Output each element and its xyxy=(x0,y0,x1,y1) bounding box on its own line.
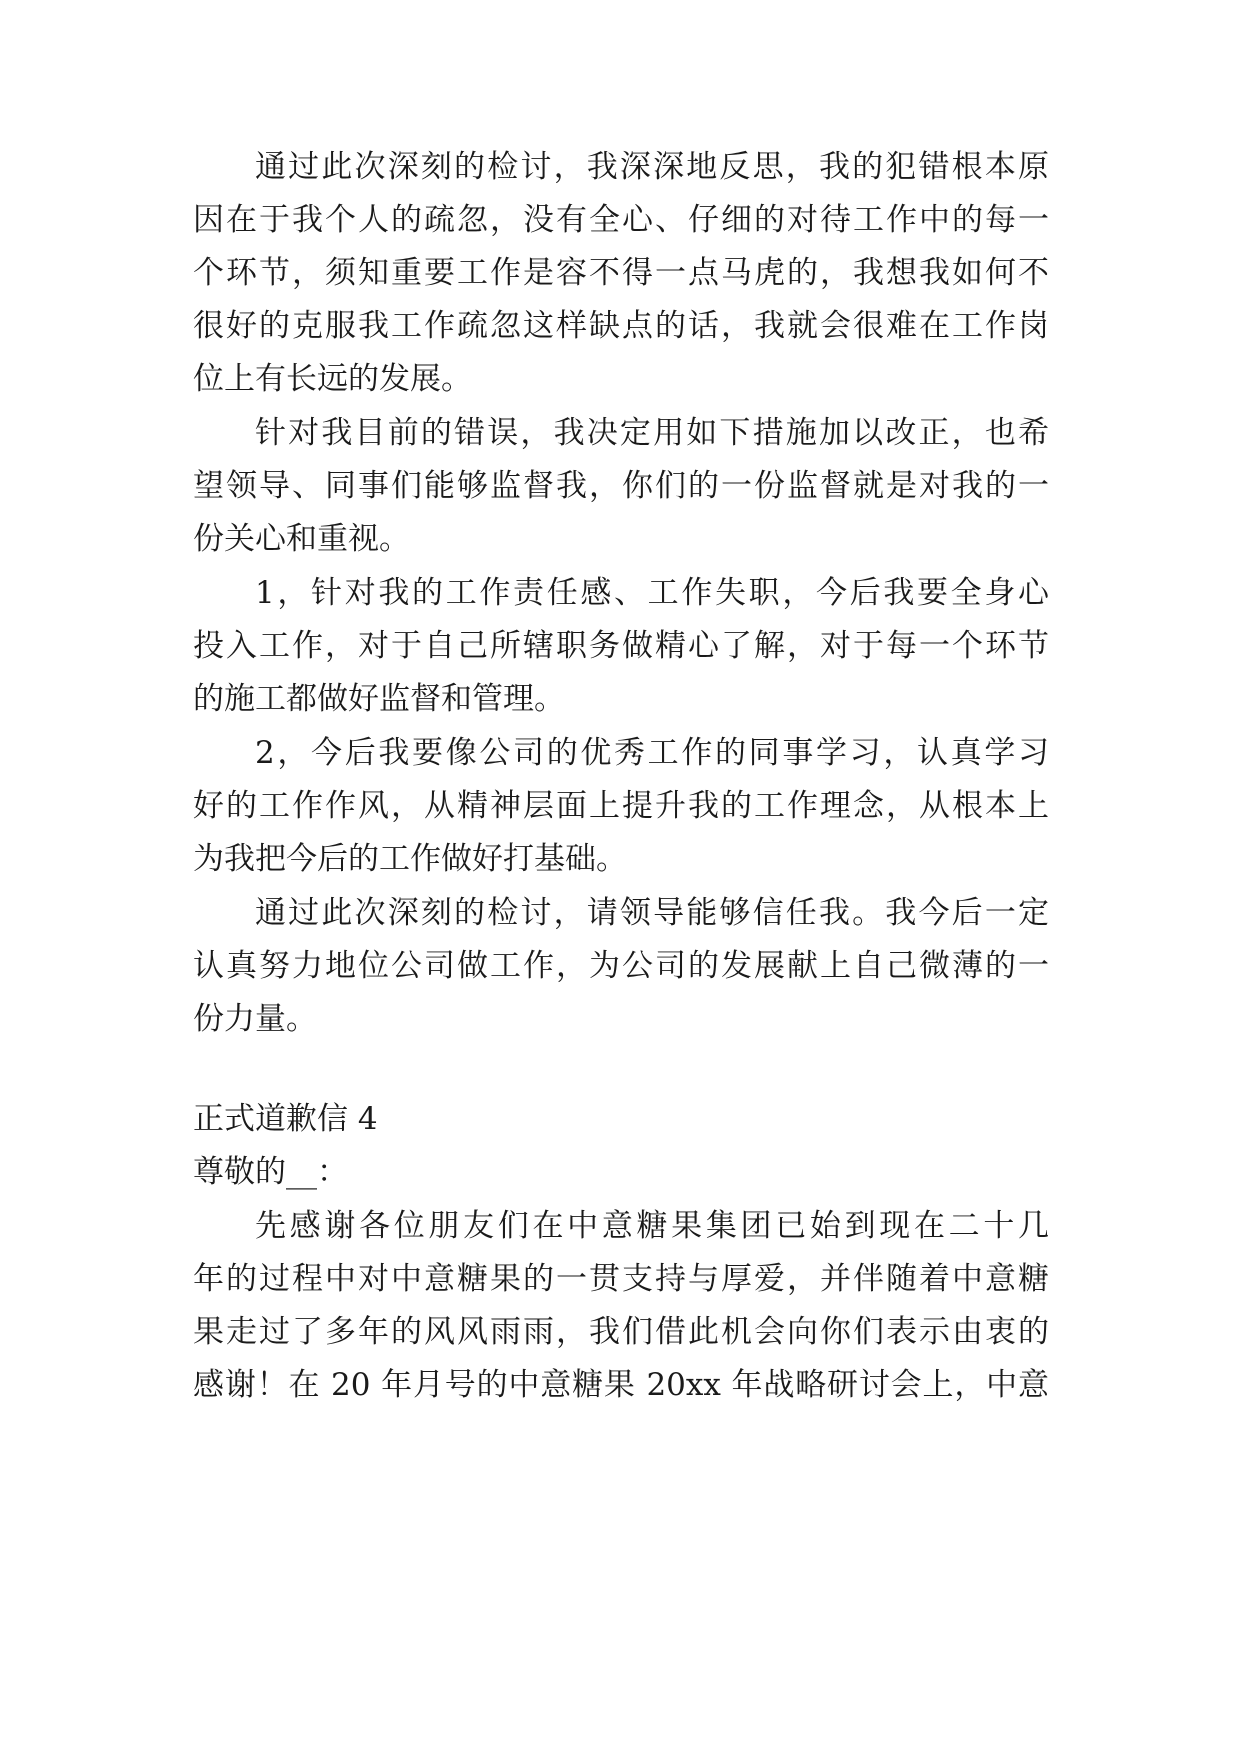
paragraph-2-line-1: 针对我目前的错误，我决定用如下措施加以改正，也希 xyxy=(255,415,1049,451)
paragraph-3-line-2: 投入工作，对于自己所辖职务做精心了解，对于每一个环节 xyxy=(193,628,1049,664)
paragraph-6-line-1: 先感谢各位朋友们在中意糖果集团已始到现在二十几 xyxy=(255,1208,1049,1244)
paragraph-1-line-2: 因在于我个人的疏忽，没有全心、仔细的对待工作中的每一 xyxy=(193,202,1049,238)
paragraph-1-line-3: 个环节，须知重要工作是容不得一点马虎的，我想我如何不 xyxy=(193,255,1049,291)
paragraph-6-line-4: 感谢！在 20 年月号的中意糖果 20xx 年战略研讨会上，中意 xyxy=(193,1367,1049,1403)
paragraph-5-line-3: 份力量。 xyxy=(193,1001,317,1037)
paragraph-5-line-1: 通过此次深刻的检讨，请领导能够信任我。我今后一定 xyxy=(255,895,1049,931)
letter-salutation: 尊敬的__： xyxy=(193,1154,348,1190)
paragraph-5-line-2: 认真努力地位公司做工作，为公司的发展献上自己微薄的一 xyxy=(193,948,1049,984)
paragraph-1-line-1: 通过此次深刻的检讨，我深深地反思，我的犯错根本原 xyxy=(255,149,1049,185)
paragraph-6-line-3: 果走过了多年的风风雨雨，我们借此机会向你们表示由衷的 xyxy=(193,1314,1049,1350)
paragraph-2-line-3: 份关心和重视。 xyxy=(193,521,410,557)
paragraph-4-line-2: 好的工作作风，从精神层面上提升我的工作理念，从根本上 xyxy=(193,788,1049,824)
paragraph-2-line-2: 望领导、同事们能够监督我，你们的一份监督就是对我的一 xyxy=(193,468,1049,504)
letter-heading: 正式道歉信 4 xyxy=(193,1101,378,1137)
paragraph-1-line-5: 位上有长远的发展。 xyxy=(193,361,472,397)
paragraph-1-line-4: 很好的克服我工作疏忽这样缺点的话，我就会很难在工作岗 xyxy=(193,308,1049,344)
paragraph-4-line-3: 为我把今后的工作做好打基础。 xyxy=(193,841,627,877)
paragraph-6-line-2: 年的过程中对中意糖果的一贯支持与厚爱，并伴随着中意糖 xyxy=(193,1261,1049,1297)
paragraph-3-line-3: 的施工都做好监督和管理。 xyxy=(193,681,565,717)
paragraph-3-line-1: 1，针对我的工作责任感、工作失职，今后我要全身心 xyxy=(255,575,1049,611)
paragraph-4-line-1: 2，今后我要像公司的优秀工作的同事学习，认真学习 xyxy=(255,735,1049,771)
